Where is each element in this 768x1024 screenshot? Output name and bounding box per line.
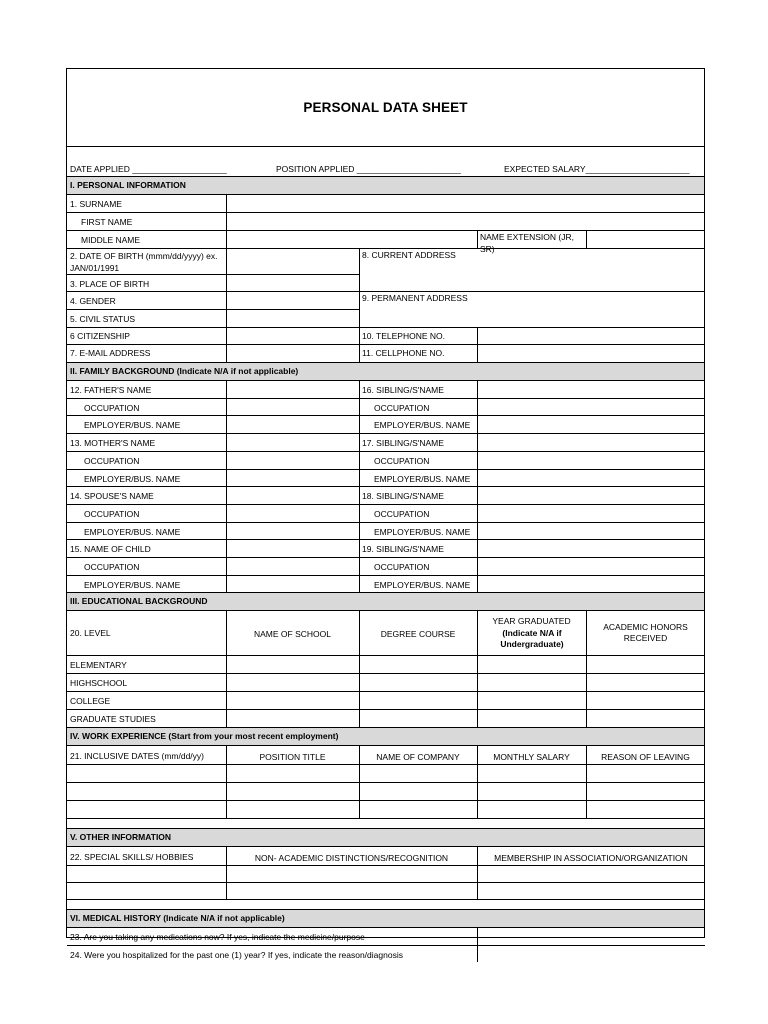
work-experience-input[interactable] bbox=[359, 764, 477, 782]
position-applied-field[interactable]: POSITION APPLIED ______________________ bbox=[276, 164, 461, 174]
monthly-salary-header: MONTHLY SALARY bbox=[493, 752, 570, 762]
title-area bbox=[67, 69, 704, 147]
family-right-input[interactable] bbox=[477, 522, 705, 540]
year-graduated-input[interactable] bbox=[477, 655, 586, 673]
place-of-birth-input[interactable] bbox=[226, 274, 359, 291]
section-family-background: II. FAMILY BACKGROUND (Indicate N/A if not applicable) bbox=[67, 362, 704, 380]
family-left-input[interactable] bbox=[226, 380, 359, 398]
column-divider bbox=[477, 846, 478, 899]
current-address-label: 8. CURRENT ADDRESS bbox=[362, 250, 456, 260]
row-divider bbox=[67, 727, 705, 728]
degree-course-input[interactable] bbox=[359, 655, 477, 673]
cellphone-input[interactable] bbox=[477, 344, 705, 362]
email-input[interactable] bbox=[226, 344, 359, 362]
family-left-label: OCCUPATION bbox=[84, 562, 140, 572]
work-experience-input[interactable] bbox=[359, 800, 477, 818]
family-right-input[interactable] bbox=[477, 469, 705, 487]
email-label: 7. E-MAIL ADDRESS bbox=[70, 348, 151, 358]
education-level-label: ELEMENTARY bbox=[70, 660, 127, 670]
column-divider bbox=[477, 927, 478, 962]
column-divider bbox=[226, 610, 227, 727]
family-left-input[interactable] bbox=[226, 575, 359, 593]
row-divider bbox=[67, 291, 705, 292]
family-right-label: EMPLOYER/BUS. NAME bbox=[374, 420, 471, 430]
medication-answer-input[interactable] bbox=[477, 927, 705, 945]
family-left-label: EMPLOYER/BUS. NAME bbox=[84, 420, 181, 430]
family-left-label: 14. SPOUSE'S NAME bbox=[70, 491, 154, 501]
work-experience-input[interactable] bbox=[226, 800, 359, 818]
degree-course-input[interactable] bbox=[359, 709, 477, 727]
school-name-input[interactable] bbox=[226, 673, 359, 691]
family-right-input[interactable] bbox=[477, 398, 705, 416]
row-divider bbox=[67, 818, 705, 819]
family-right-label: OCCUPATION bbox=[374, 509, 430, 519]
family-left-input[interactable] bbox=[226, 415, 359, 433]
school-name-input[interactable] bbox=[226, 655, 359, 673]
family-right-input[interactable] bbox=[477, 415, 705, 433]
row-divider bbox=[67, 610, 705, 611]
column-divider bbox=[477, 230, 478, 248]
family-right-input[interactable] bbox=[477, 557, 705, 575]
education-level-label: GRADUATE STUDIES bbox=[70, 714, 156, 724]
work-experience-input[interactable] bbox=[226, 764, 359, 782]
family-right-label: 17. SIBLING/S'NAME bbox=[362, 438, 444, 448]
column-divider bbox=[359, 380, 360, 592]
telephone-label: 10. TELEPHONE NO. bbox=[362, 331, 445, 341]
distinctions-header: NON- ACADEMIC DISTINCTIONS/RECOGNITION bbox=[254, 853, 449, 863]
surname-input[interactable] bbox=[226, 194, 705, 212]
family-left-input[interactable] bbox=[226, 469, 359, 487]
column-divider bbox=[477, 380, 478, 592]
skills-hobbies-input[interactable] bbox=[67, 882, 226, 899]
family-left-input[interactable] bbox=[226, 398, 359, 416]
family-right-input[interactable] bbox=[477, 504, 705, 522]
work-experience-input[interactable] bbox=[586, 764, 705, 782]
row-divider bbox=[67, 846, 705, 847]
row-divider bbox=[67, 176, 705, 177]
section-medical-history: VI. MEDICAL HISTORY (Indicate N/A if not applicable) bbox=[67, 909, 704, 927]
membership-input[interactable] bbox=[477, 882, 705, 899]
row-divider bbox=[67, 909, 705, 910]
middle-name-label: MIDDLE NAME bbox=[81, 235, 141, 245]
family-right-label: OCCUPATION bbox=[374, 403, 430, 413]
work-experience-input[interactable] bbox=[67, 764, 226, 782]
date-of-birth-label: 2. DATE OF BIRTH (mmm/dd/yyyy) ex. JAN/01/1991 bbox=[70, 251, 218, 273]
row-divider bbox=[67, 899, 705, 900]
work-experience-input[interactable] bbox=[586, 800, 705, 818]
family-left-input[interactable] bbox=[226, 522, 359, 540]
degree-course-header: DEGREE COURSE bbox=[380, 629, 456, 639]
membership-input[interactable] bbox=[477, 865, 705, 882]
column-divider bbox=[226, 745, 227, 818]
column-divider bbox=[359, 745, 360, 818]
family-right-input[interactable] bbox=[477, 380, 705, 398]
family-left-label: EMPLOYER/BUS. NAME bbox=[84, 474, 181, 484]
place-of-birth-label: 3. PLACE OF BIRTH bbox=[70, 279, 150, 289]
applied-line bbox=[67, 147, 704, 176]
column-divider bbox=[226, 380, 227, 592]
citizenship-input[interactable] bbox=[226, 327, 359, 344]
skills-hobbies-header: 22. SPECIAL SKILLS/ HOBBIES bbox=[70, 852, 194, 862]
school-name-input[interactable] bbox=[226, 709, 359, 727]
work-experience-input[interactable] bbox=[226, 782, 359, 800]
family-right-label: OCCUPATION bbox=[374, 562, 430, 572]
year-graduated-input[interactable] bbox=[477, 709, 586, 727]
gender-label: 4. GENDER bbox=[70, 296, 116, 306]
academic-honors-input[interactable] bbox=[586, 673, 705, 691]
family-right-input[interactable] bbox=[477, 575, 705, 593]
degree-course-input[interactable] bbox=[359, 691, 477, 709]
family-right-label: EMPLOYER/BUS. NAME bbox=[374, 580, 471, 590]
family-left-input[interactable] bbox=[226, 504, 359, 522]
column-divider bbox=[226, 846, 227, 899]
column-divider bbox=[586, 745, 587, 818]
family-left-label: EMPLOYER/BUS. NAME bbox=[84, 580, 181, 590]
column-divider bbox=[359, 610, 360, 727]
section-other-information: V. OTHER INFORMATION bbox=[67, 828, 704, 846]
civil-status-input[interactable] bbox=[226, 309, 359, 327]
family-right-label: OCCUPATION bbox=[374, 456, 430, 466]
inclusive-dates-header: 21. INCLUSIVE DATES (mm/dd/yy) bbox=[70, 751, 204, 761]
family-left-label: OCCUPATION bbox=[84, 403, 140, 413]
work-experience-input[interactable] bbox=[67, 800, 226, 818]
cellphone-label: 11. CELLPHONE NO. bbox=[362, 348, 445, 358]
reason-of-leaving-header: REASON OF LEAVING bbox=[601, 752, 690, 762]
family-right-label: 16. SIBLING/S'NAME bbox=[362, 385, 444, 395]
undergraduate-note-header: (Indicate N/A if Undergraduate) bbox=[500, 628, 564, 650]
membership-header: MEMBERSHIP IN ASSOCIATION/ORGANIZATION bbox=[494, 853, 688, 863]
form-title: PERSONAL DATA SHEET bbox=[303, 100, 468, 115]
family-right-label: EMPLOYER/BUS. NAME bbox=[374, 527, 471, 537]
family-left-label: OCCUPATION bbox=[84, 456, 140, 466]
distinctions-input[interactable] bbox=[226, 865, 477, 882]
family-left-input[interactable] bbox=[226, 557, 359, 575]
family-right-label: EMPLOYER/BUS. NAME bbox=[374, 474, 471, 484]
middle-name-input[interactable] bbox=[226, 230, 477, 248]
row-divider bbox=[67, 592, 705, 593]
family-left-label: EMPLOYER/BUS. NAME bbox=[84, 527, 181, 537]
name-of-school-header: NAME OF SCHOOL bbox=[254, 629, 331, 639]
academic-honors-header: ACADEMIC HONORS RECEIVED bbox=[603, 622, 688, 644]
family-left-input[interactable] bbox=[226, 486, 359, 504]
family-right-input[interactable] bbox=[477, 486, 705, 504]
company-name-header: NAME OF COMPANY bbox=[376, 752, 460, 762]
year-graduated-input[interactable] bbox=[477, 691, 586, 709]
degree-course-input[interactable] bbox=[359, 673, 477, 691]
academic-honors-input[interactable] bbox=[586, 709, 705, 727]
first-name-label: FIRST NAME bbox=[81, 217, 133, 227]
family-left-input[interactable] bbox=[226, 433, 359, 451]
work-experience-input[interactable] bbox=[477, 800, 586, 818]
school-name-input[interactable] bbox=[226, 691, 359, 709]
education-level-label: COLLEGE bbox=[70, 696, 111, 706]
year-graduated-header: YEAR GRADUATED bbox=[492, 616, 571, 626]
section-educational-background: III. EDUCATIONAL BACKGROUND bbox=[67, 592, 704, 610]
row-divider bbox=[67, 745, 705, 746]
surname-label: 1. SURNAME bbox=[70, 199, 122, 209]
first-name-input[interactable] bbox=[226, 212, 705, 230]
family-left-input[interactable] bbox=[226, 539, 359, 557]
citizenship-label: 6 CITIZENSHIP bbox=[70, 331, 130, 341]
name-extension-label: NAME EXTENSION (JR, SR) bbox=[480, 232, 574, 254]
column-divider bbox=[586, 610, 587, 727]
academic-honors-input[interactable] bbox=[586, 655, 705, 673]
date-applied-field[interactable]: DATE APPLIED ____________________ bbox=[70, 164, 227, 174]
work-experience-input[interactable] bbox=[586, 782, 705, 800]
permanent-address-label: 9. PERMANENT ADDRESS bbox=[362, 293, 468, 303]
work-experience-input[interactable] bbox=[359, 782, 477, 800]
family-left-input[interactable] bbox=[226, 451, 359, 469]
education-level-label: HIGHSCHOOL bbox=[70, 678, 128, 688]
family-left-label: 13. MOTHER'S NAME bbox=[70, 438, 156, 448]
distinctions-input[interactable] bbox=[226, 882, 477, 899]
family-right-label: 19. SIBLING/S'NAME bbox=[362, 544, 444, 554]
family-right-label: 18. SIBLING/S'NAME bbox=[362, 491, 444, 501]
family-right-input[interactable] bbox=[477, 451, 705, 469]
column-divider bbox=[477, 610, 478, 727]
position-title-header: POSITION TITLE bbox=[259, 752, 326, 762]
expected-salary-field[interactable]: EXPECTED SALARY______________________ bbox=[504, 164, 690, 174]
section-personal-information: I. PERSONAL INFORMATION bbox=[67, 176, 704, 194]
work-experience-input[interactable] bbox=[477, 782, 586, 800]
personal-data-sheet-form bbox=[66, 68, 705, 960]
civil-status-label: 5. CIVIL STATUS bbox=[70, 314, 136, 324]
family-left-label: 12. FATHER'S NAME bbox=[70, 385, 152, 395]
family-right-input[interactable] bbox=[477, 539, 705, 557]
current-address-input[interactable] bbox=[359, 261, 705, 291]
column-divider bbox=[477, 745, 478, 818]
name-extension-input[interactable] bbox=[586, 230, 705, 248]
skills-hobbies-input[interactable] bbox=[67, 865, 226, 882]
work-experience-input[interactable] bbox=[67, 782, 226, 800]
hospitalization-question-label: 24. Were you hospitalized for the past one (1) year? If yes, indicate the reason/diagnosis bbox=[70, 950, 403, 960]
education-level-header: 20. LEVEL bbox=[70, 628, 111, 638]
family-right-input[interactable] bbox=[477, 433, 705, 451]
telephone-input[interactable] bbox=[477, 327, 705, 344]
gender-input[interactable] bbox=[226, 291, 359, 309]
permanent-address-input[interactable] bbox=[359, 304, 705, 327]
work-experience-input[interactable] bbox=[477, 764, 586, 782]
row-divider bbox=[67, 362, 705, 363]
section-work-experience: IV. WORK EXPERIENCE (Start from your most recent employment) bbox=[67, 727, 704, 745]
family-left-label: 15. NAME OF CHILD bbox=[70, 544, 151, 554]
date-of-birth-input[interactable] bbox=[226, 248, 359, 274]
year-graduated-input[interactable] bbox=[477, 673, 586, 691]
medication-question-label: 23. Are you taking any medications now? If yes, indicate the medicine/purpose bbox=[70, 932, 365, 942]
hospitalization-answer-input[interactable] bbox=[477, 945, 705, 962]
academic-honors-input[interactable] bbox=[586, 691, 705, 709]
family-left-label: OCCUPATION bbox=[84, 509, 140, 519]
row-divider bbox=[67, 828, 705, 829]
